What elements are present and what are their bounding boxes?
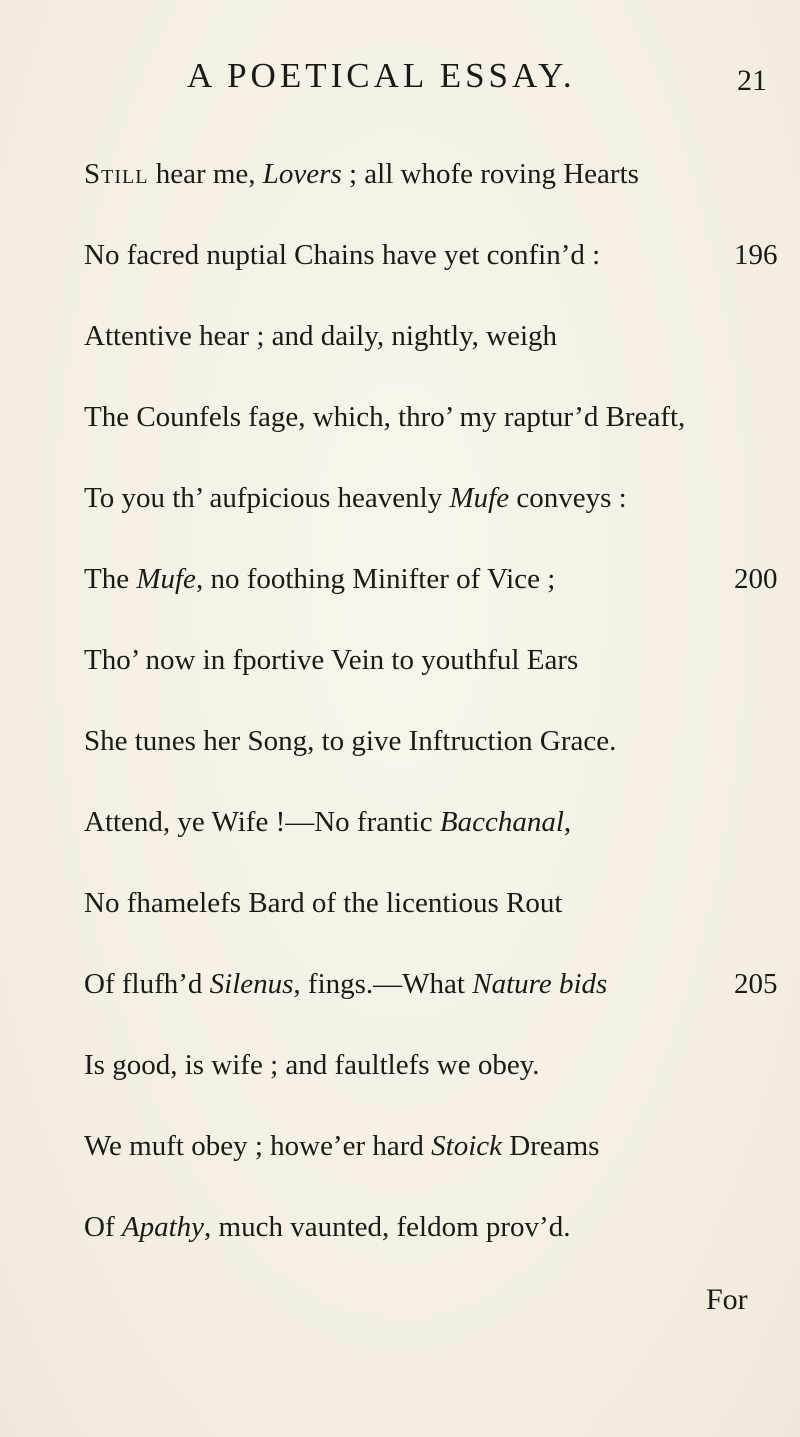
verse-line — [84, 397, 784, 437]
text-segment: conveys : — [509, 482, 627, 514]
verse-line — [84, 802, 784, 842]
page-number: 21 — [737, 64, 767, 97]
verse-line — [84, 1045, 784, 1085]
italic-word: Stoick — [431, 1130, 503, 1162]
italic-word: Bacchanal — [439, 806, 564, 838]
text-segment: No facred nuptial Chains have yet confin’d : — [84, 239, 601, 271]
running-head: A POETICAL ESSAY. — [187, 56, 576, 95]
text-segment: The — [84, 563, 137, 595]
verse-line — [84, 559, 784, 599]
verse-line-text — [84, 320, 557, 352]
text-segment: , — [563, 806, 572, 838]
verse-line — [84, 154, 784, 194]
verse-line-text — [84, 401, 685, 433]
text-segment: Attend, ye Wife !—No frantic — [84, 806, 440, 838]
verse-line-text — [84, 725, 616, 757]
text-segment: ; all whofe roving Hearts — [341, 158, 639, 190]
text-segment: The Counfels fage, which, thro’ my raptur’d Breaft, — [84, 401, 686, 433]
text-segment: Still — [84, 158, 149, 190]
verse-line — [84, 235, 784, 275]
verse-line-text — [84, 563, 555, 595]
text-segment: , no foothing Minifter of Vice ; — [195, 563, 556, 595]
verse-line — [84, 883, 784, 923]
text-segment: To you th’ aufpicious heavenly — [84, 482, 450, 514]
verse-line — [84, 721, 784, 761]
verse-line-text — [84, 158, 639, 190]
verse-line — [84, 478, 784, 518]
text-segment: She tunes her Song, to give Inftruction Grace. — [84, 725, 617, 757]
line-number: 196 — [734, 239, 778, 271]
italic-word: Lovers — [262, 158, 342, 190]
verse-line-text — [84, 1130, 599, 1162]
text-segment: , fings.—What — [293, 968, 473, 1000]
text-segment: Attentive hear ; and daily, nightly, weigh — [84, 320, 558, 352]
verse-line-text — [84, 1049, 540, 1081]
italic-word: Mufe — [449, 482, 510, 514]
italic-word: Apathy — [121, 1211, 205, 1243]
verse-line — [84, 1207, 784, 1247]
italic-word: Silenus — [209, 968, 294, 1000]
text-segment: Of flufh’d — [84, 968, 210, 1000]
verse-line-text — [84, 1211, 570, 1243]
verse-line-text — [84, 887, 562, 919]
verse-line-text — [84, 239, 600, 271]
text-segment: Of — [84, 1211, 122, 1243]
text-segment: Tho’ now in fportive Vein to youthful Ears — [84, 644, 579, 676]
line-number: 200 — [734, 563, 778, 595]
text-segment: Is good, is wife ; and faultlefs we obey. — [84, 1049, 540, 1081]
page-header — [0, 40, 800, 97]
verse-line — [84, 964, 784, 1004]
catchword: For — [706, 1283, 748, 1316]
verse-line-text — [84, 806, 571, 838]
verse-line — [84, 1126, 784, 1166]
italic-word: Mufe — [136, 563, 196, 595]
line-number: 205 — [734, 968, 778, 1000]
text-segment: We muft obey ; howe’er hard — [84, 1130, 432, 1162]
text-segment: No fhamelefs Bard of the licentious Rout — [84, 887, 563, 919]
verse-line-text — [84, 644, 578, 676]
verse-line — [84, 640, 784, 680]
italic-word: Nature bids — [472, 968, 608, 1000]
verse-line-text — [84, 482, 627, 514]
verse-line-text — [84, 968, 607, 1000]
text-segment: Dreams — [502, 1130, 600, 1162]
verse-line — [84, 316, 784, 356]
text-segment: hear me, — [148, 158, 263, 190]
text-segment: , much vaunted, feldom prov’d. — [204, 1211, 571, 1243]
